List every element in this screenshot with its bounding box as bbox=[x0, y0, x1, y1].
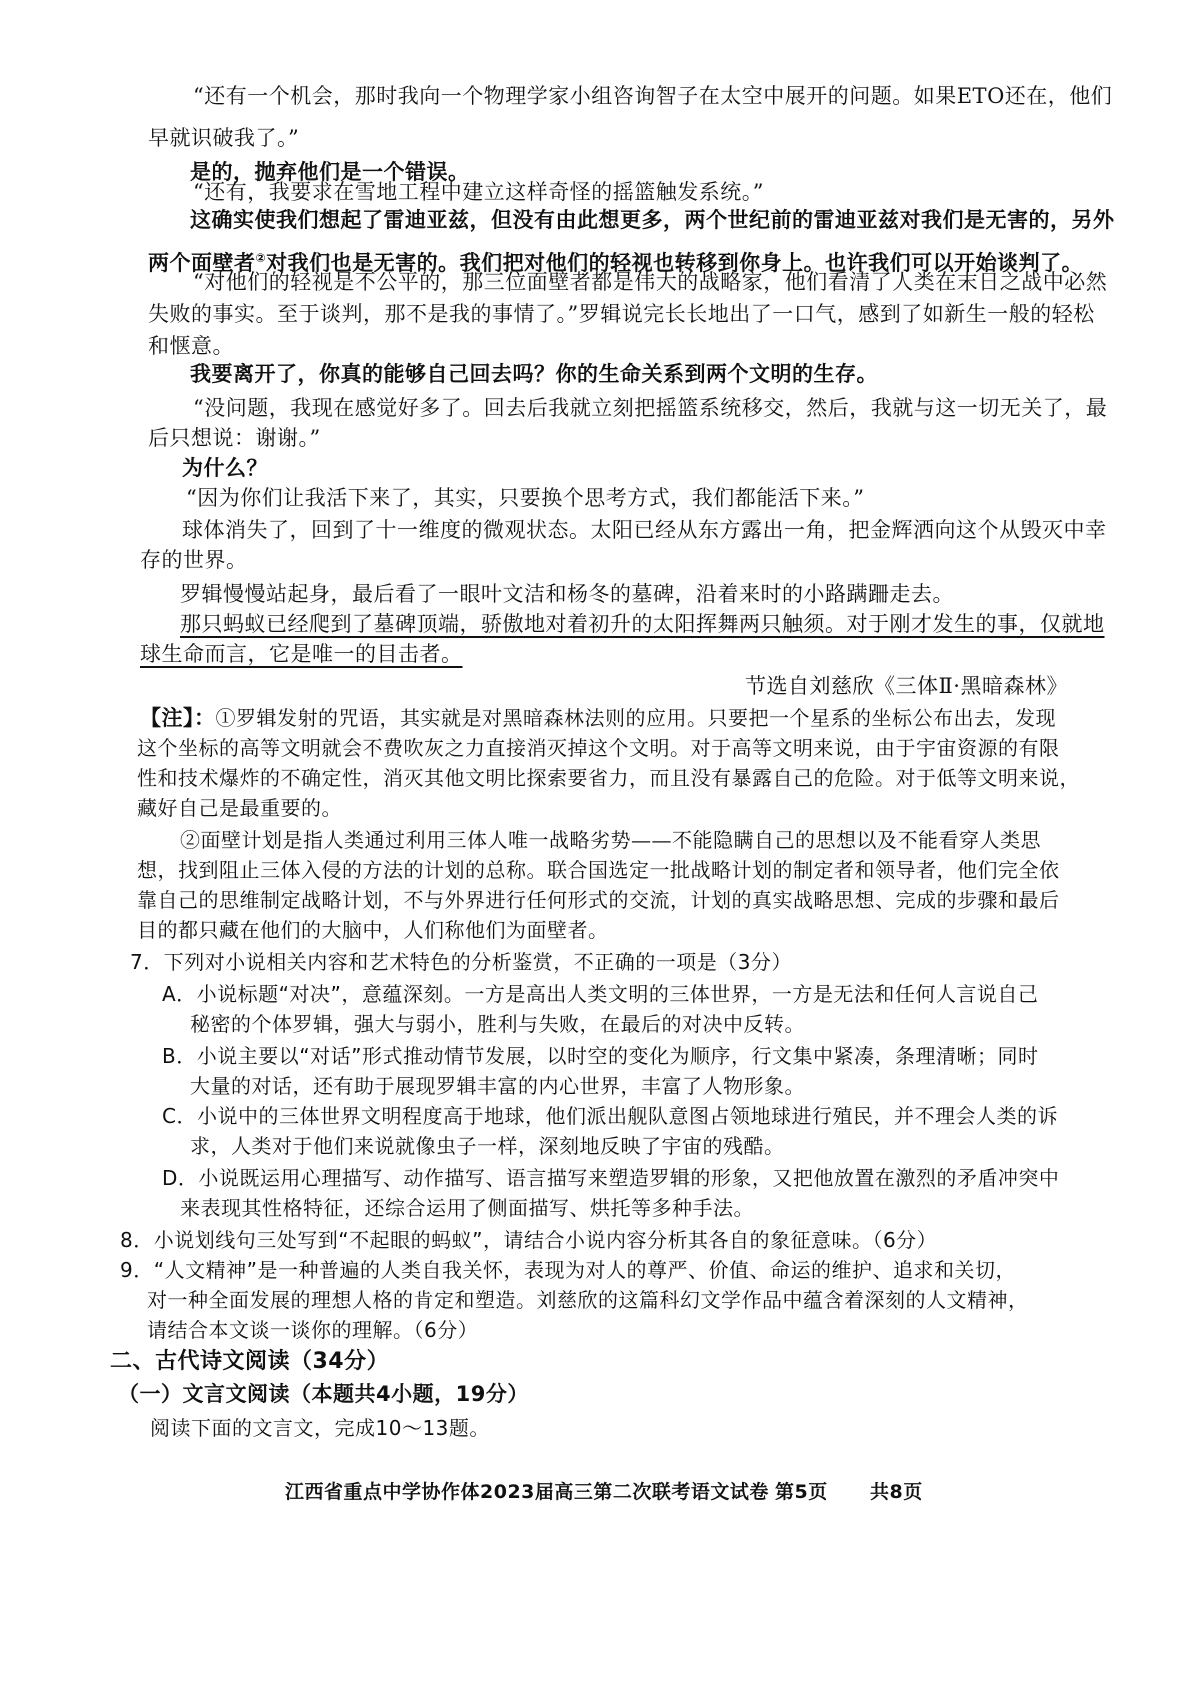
footer-page-total: 共8页 bbox=[870, 1481, 923, 1503]
note-line: 藏好自己是最重要的。 bbox=[137, 796, 342, 820]
story-line-bold: 这确实使我们想起了雷迪亚兹，但没有由此想更多，两个世纪前的雷迪亚兹对我们是无害的，另外 bbox=[190, 208, 1115, 232]
underlined-sentence: 球生命而言，它是唯一的目击者。 bbox=[140, 642, 463, 666]
story-line: 早就识破我了。” bbox=[148, 126, 300, 150]
option-b: B．小说主要以“对话”形式推动情节发展，以时空的变化为顺序，行文集中紧凑，条理清晰；同时 bbox=[162, 1044, 1039, 1068]
story-text: 对我们也是无害的。我们把对他们的轻视也转移到你身上。也许我们可以开始谈判了。 bbox=[266, 251, 1084, 275]
story-line-bold: 是的，抛弃他们是一个错误。 bbox=[190, 160, 470, 184]
story-line: 存的世界。 bbox=[140, 548, 248, 572]
option-a-cont: 秘密的个体罗辑，强大与弱小，胜利与失败，在最后的对决中反转。 bbox=[190, 1012, 805, 1036]
story-line: 罗辑慢慢站起身，最后看了一眼叶文洁和杨冬的墓碑，沿着来时的小路蹒跚走去。 bbox=[180, 582, 954, 606]
story-line-bold: 我要离开了，你真的能够自己回去吗？你的生命关系到两个文明的生存。 bbox=[190, 362, 878, 386]
option-d: D．小说既运用心理描写、动作描写、语言描写来塑造罗辑的形象，又把他放置在激烈的矛盾冲突中 bbox=[162, 1166, 1060, 1190]
story-line-bold: 为什么？ bbox=[182, 456, 268, 480]
story-line: “还有，我要求在雪地工程中建立这样奇怪的摇篮触发系统。” bbox=[193, 180, 764, 204]
note-line: 这个坐标的高等文明就会不费吹灰之力直接消灭掉这个文明。对于高等文明来说，由于宇宙资源的有限 bbox=[137, 736, 1060, 760]
question-9-cont: 请结合本文谈一谈你的理解。（6分） bbox=[147, 1318, 479, 1342]
section-heading: 二、古代诗文阅读（34分） bbox=[110, 1349, 390, 1374]
story-line: 和惬意。 bbox=[148, 334, 234, 358]
question-9-cont: 对一种全面发展的理想人格的肯定和塑造。刘慈欣的这篇科幻文学作品中蕴含着深刻的人文精神， bbox=[147, 1288, 1029, 1312]
note-line: 靠自己的思维制定战略计划，不与外界进行任何形式的交流，计划的真实战略思想、完成的步骤和最后 bbox=[137, 888, 1060, 912]
note-line bbox=[140, 704, 1056, 732]
question-9: 9．“人文精神”是一种普遍的人类自我关怀，表现为对人的尊严、价值、命运的维护、追求和关切， bbox=[120, 1258, 1016, 1282]
note-line: ②面壁计划是指人类通过利用三体人唯一战略劣势——不能隐瞒自己的思想以及不能看穿人类思 bbox=[180, 828, 1041, 852]
note-line: 想，找到阻止三体入侵的方法的计划的总称。联合国选定一批战略计划的制定者和领导者，他们完全依 bbox=[137, 858, 1060, 882]
source-attribution: 节选自刘慈欣《三体Ⅱ·黑暗森林》 bbox=[745, 674, 1068, 698]
option-a: A．小说标题“对决”，意蕴深刻。一方是高出人类文明的三体世界，一方是无法和任何人言说自己 bbox=[162, 982, 1039, 1006]
reading-instruction: 阅读下面的文言文，完成10～13题。 bbox=[150, 1416, 490, 1440]
option-b-cont: 大量的对话，还有助于展现罗辑丰富的内心世界，丰富了人物形象。 bbox=[190, 1074, 805, 1098]
subsection-heading: （一）文言文阅读（本题共4小题，19分） bbox=[118, 1382, 529, 1406]
story-line: “对他们的轻视是不公平的，那三位面壁者都是伟大的战略家，他们看清了人类在末日之战中必然 bbox=[193, 270, 1108, 294]
story-text: 两个面壁者 bbox=[148, 251, 256, 275]
footer-exam-title: 江西省重点中学协作体2023届高三第二次联考语文试卷 bbox=[285, 1481, 769, 1503]
question-7: 7．下列对小说相关内容和艺术特色的分析鉴赏，不正确的一项是（3分） bbox=[130, 950, 792, 974]
underlined-sentence: 那只蚂蚁已经爬到了墓碑顶端，骄傲地对着初升的太阳挥舞两只触须。对于刚才发生的事，仅就地 bbox=[180, 612, 1105, 636]
option-c-cont: 求，人类对于他们来说就像虫子一样，深刻地反映了宇宙的残酷。 bbox=[190, 1134, 785, 1158]
question-8: 8．小说划线句三处写到“不起眼的蚂蚁”，请结合小说内容分析其各自的象征意味。（6分） bbox=[120, 1228, 938, 1252]
note-line: 性和技术爆炸的不确定性，消灭其他文明比探索要省力，而且没有暴露自己的危险。对于低等文明来说， bbox=[137, 766, 1080, 790]
note-label: 【注】： bbox=[140, 706, 216, 730]
option-d-cont: 来表现其性格特征，还综合运用了侧面描写、烘托等多种手法。 bbox=[180, 1196, 754, 1220]
story-line: 失败的事实。至于谈判，那不是我的事情了。”罗辑说完长长地出了一口气，感到了如新生一般的轻松 bbox=[148, 302, 1095, 326]
story-line: “还有一个机会，那时我向一个物理学家小组咨询智子在太空中展开的问题。如果ETO还在，他们 bbox=[193, 84, 1113, 108]
note-line: 目的都只藏在他们的大脑中，人们称他们为面壁者。 bbox=[137, 918, 609, 942]
option-c: C．小说中的三体世界文明程度高于地球，他们派出舰队意图占领地球进行殖民，并不理会人类的诉 bbox=[162, 1104, 1058, 1128]
story-line: “没问题，我现在感觉好多了。回去后我就立刻把摇篮系统移交，然后，我就与这一切无关了，最 bbox=[193, 396, 1108, 420]
note-text: ①罗辑发射的咒语，其实就是对黑暗森林法则的应用。只要把一个星系的坐标公布出去，发现 bbox=[215, 706, 1056, 730]
footnote-mark: ② bbox=[255, 251, 267, 265]
story-line: 后只想说：谢谢。” bbox=[148, 426, 321, 450]
story-line: 球体消失了，回到了十一维度的微观状态。太阳已经从东方露出一角，把金辉洒向这个从毁灭中幸 bbox=[182, 518, 1107, 542]
story-line: “因为你们让我活下来了，其实，只要换个思考方式，我们都能活下来。” bbox=[186, 486, 865, 510]
footer-page-number: 第5页 bbox=[775, 1481, 828, 1503]
